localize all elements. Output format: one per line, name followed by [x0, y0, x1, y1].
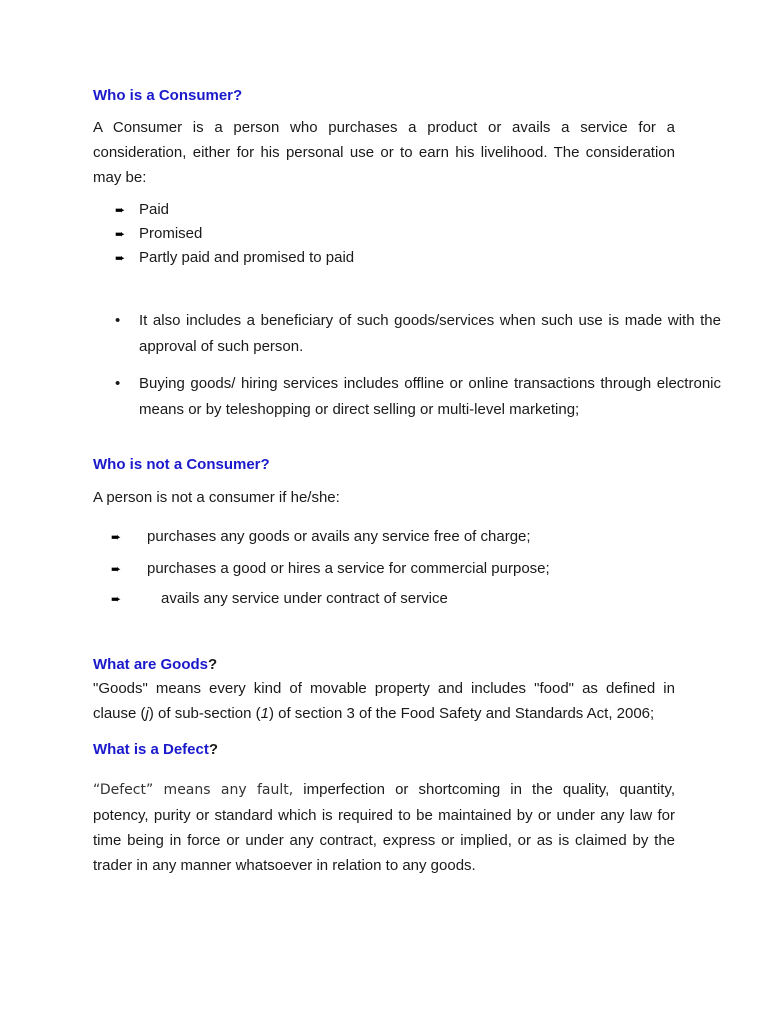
- list-item: [93, 587, 743, 611]
- arrow-right-icon: ➨: [111, 530, 122, 544]
- consideration-list: [93, 198, 675, 270]
- heading-who-is-consumer: Who is a Consumer?: [93, 87, 243, 104]
- bullet-icon: •: [115, 312, 121, 329]
- consumer-definition: A Consumer is a person who purchases a product or avails a service for a consideration, either for his personal use or to earn his livelihood. The consideration may be:: [93, 119, 675, 186]
- list-item-text: purchases a good or hires a service for commercial purpose;: [147, 560, 550, 577]
- list-item: [93, 525, 729, 549]
- list-item: [93, 557, 729, 581]
- arrow-right-icon: ➨: [115, 203, 126, 217]
- not-consumer-intro: A person is not a consumer if he/she:: [93, 489, 340, 506]
- list-item: [93, 198, 675, 222]
- defect-definition: [93, 777, 675, 878]
- goods-text-part: ) of sub-section (: [148, 705, 261, 722]
- list-item-text: Partly paid and promised to paid: [139, 249, 355, 266]
- heading-what-are-goods: [93, 656, 675, 674]
- list-item: [93, 246, 675, 270]
- defect-rest-text: imperfection or shortcoming in the quality, quantity, potency, purity or standard which is required to be maintained by or under any law for time being in force or under any contract, express or implied, or as is claimed by the trader in any manner whatsoever in relation to any goods.: [93, 781, 675, 874]
- clause-letter: j: [145, 705, 149, 722]
- arrow-right-icon: ➨: [115, 251, 126, 265]
- goods-text-part: ) of section 3 of the Food Safety and Standards Act, 2006;: [268, 705, 655, 722]
- heading-text: What is a Defect: [93, 741, 209, 758]
- list-item: [93, 222, 675, 246]
- list-item-text: avails any service under contract of service: [161, 590, 448, 607]
- heading-question-mark: ?: [208, 656, 218, 673]
- subsection-number: 1: [260, 705, 269, 722]
- bullet-icon: •: [115, 375, 121, 392]
- heading-question-mark: ?: [208, 741, 219, 758]
- list-item-text: Promised: [139, 225, 203, 242]
- bullet-item-transactions: [93, 371, 721, 423]
- goods-definition: [93, 676, 675, 726]
- bullet-item-beneficiary: [93, 308, 721, 360]
- heading-text: What are Goods: [93, 656, 209, 673]
- arrow-right-icon: ➨: [115, 227, 126, 241]
- heading-who-is-not-consumer: Who is not a Consumer?: [93, 456, 270, 473]
- list-item-text: purchases any goods or avails any service free of charge;: [147, 528, 531, 545]
- heading-what-is-defect: [93, 741, 675, 759]
- arrow-right-icon: ➨: [111, 562, 122, 576]
- goods-text-part: "Goods" means every kind of movable property and includes "food" as defined in clause (: [93, 680, 675, 722]
- bullet-text: Buying goods/ hiring services includes offline or online transactions through electronic means or by teleshopping or direct selling or multi-level marketing;: [139, 375, 721, 418]
- bullet-text: It also includes a beneficiary of such goods/services when such use is made with the approval of such person.: [139, 312, 721, 355]
- list-item-text: Paid: [139, 201, 170, 218]
- arrow-right-icon: ➨: [111, 592, 122, 606]
- defect-lead-text: “Defect” means any fault,: [93, 782, 294, 798]
